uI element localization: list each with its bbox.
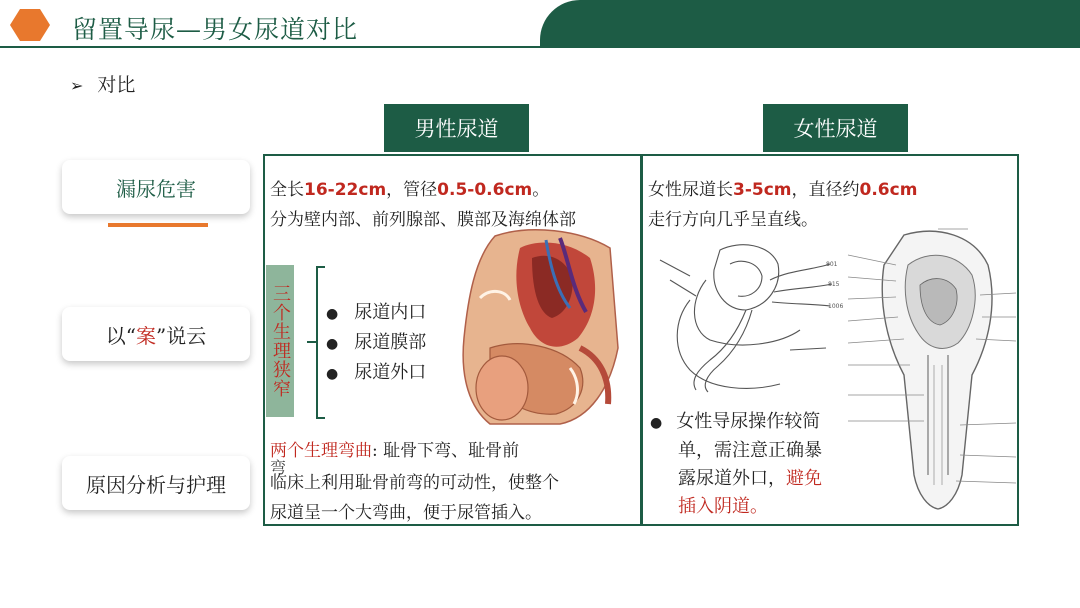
male-pelvis-anatomy-image <box>460 228 620 426</box>
slide-header <box>0 0 1080 50</box>
section-text: 对比 <box>97 74 136 96</box>
two-curves-overflow: 弯 <box>270 458 287 477</box>
female-length-value: 3-5cm <box>733 180 792 200</box>
svg-text:1006: 1006 <box>828 303 844 310</box>
active-card-underline <box>108 223 208 227</box>
svg-text:801: 801 <box>826 261 838 268</box>
list-item-text: 尿道内口 <box>354 302 427 323</box>
two-curves-text: : 耻骨下弯、耻骨前 <box>372 441 520 461</box>
female-length-line <box>648 175 917 200</box>
female-catheter-diagram-image <box>650 240 844 400</box>
list-item <box>326 298 426 328</box>
male-diameter-value: 0.5-0.6cm <box>437 180 533 200</box>
female-pelvis-section-image <box>848 225 1016 511</box>
female-length-label: 女性尿道长 <box>648 180 733 200</box>
bullet-dot-icon: ● <box>326 336 339 352</box>
nav-card-label-pre: 以“ <box>105 323 136 348</box>
male-urethra-heading: 男性尿道 <box>384 104 529 152</box>
male-diameter-label: ，管径 <box>386 180 438 200</box>
female-catheter-note <box>650 408 822 521</box>
section-label <box>70 70 135 97</box>
nav-card-label-post: ”说云 <box>156 323 207 348</box>
slide-title: 留置导尿—男女尿道对比 <box>72 15 359 44</box>
narrowing-list <box>326 298 426 388</box>
header-band <box>540 0 1080 47</box>
nav-card-label: 原因分析与护理 <box>86 472 226 497</box>
svg-text:815: 815 <box>828 281 840 288</box>
list-item <box>326 358 426 388</box>
list-item-text: 尿道膜部 <box>354 332 427 353</box>
three-narrowings-label: 三个生理狭窄 <box>266 265 294 417</box>
male-segments-line: 分为壁内部、前列腺部、膜部及海绵体部 <box>270 210 576 230</box>
male-length-line <box>270 175 549 200</box>
note-line: 单，需注意正确暴 <box>678 440 822 461</box>
nav-card-label: 漏尿危害 <box>116 176 196 201</box>
note-warning-text: 避免 <box>786 468 822 489</box>
female-diameter-label: ，直径约 <box>791 180 860 200</box>
male-length-value: 16-22cm <box>304 180 387 200</box>
note-text: 露尿道外口， <box>678 468 786 489</box>
bullet-dot-icon: ● <box>326 306 339 322</box>
arrow-bullet-icon: ➢ <box>70 76 84 95</box>
nav-card-cause-analysis[interactable] <box>62 456 250 510</box>
note-warning-text: 插入阴道。 <box>678 496 768 517</box>
male-line1-end: 。 <box>532 180 550 200</box>
male-clinical-line1: 临床上利用耻骨前弯的可动性，使整个 <box>270 473 559 493</box>
female-course-line: 走行方向几乎呈直线。 <box>648 210 818 230</box>
two-curves-title: 两个生理弯曲 <box>270 441 372 461</box>
note-line <box>650 493 822 521</box>
male-length-label: 全长 <box>270 180 304 200</box>
list-item <box>326 328 426 358</box>
note-line <box>650 408 822 437</box>
two-curves-line <box>270 436 519 461</box>
note-text: 女性导尿操作较简 <box>676 411 821 432</box>
header-divider <box>0 46 1080 48</box>
male-clinical-line2: 尿道呈一个大弯曲，便于尿管插入。 <box>270 503 542 523</box>
note-line <box>650 465 822 493</box>
nav-card-leakage-harm[interactable] <box>62 160 250 214</box>
bullet-dot-icon: ● <box>326 366 339 382</box>
brace-icon <box>305 266 327 420</box>
female-diameter-value: 0.6cm <box>859 180 918 200</box>
nav-card-case-talk[interactable] <box>62 307 250 361</box>
list-item-text: 尿道外口 <box>354 362 427 383</box>
hexagon-icon <box>10 9 50 41</box>
female-urethra-heading: 女性尿道 <box>763 104 908 152</box>
bullet-dot-icon: ● <box>650 415 663 431</box>
nav-card-label-highlight: 案 <box>136 323 156 348</box>
